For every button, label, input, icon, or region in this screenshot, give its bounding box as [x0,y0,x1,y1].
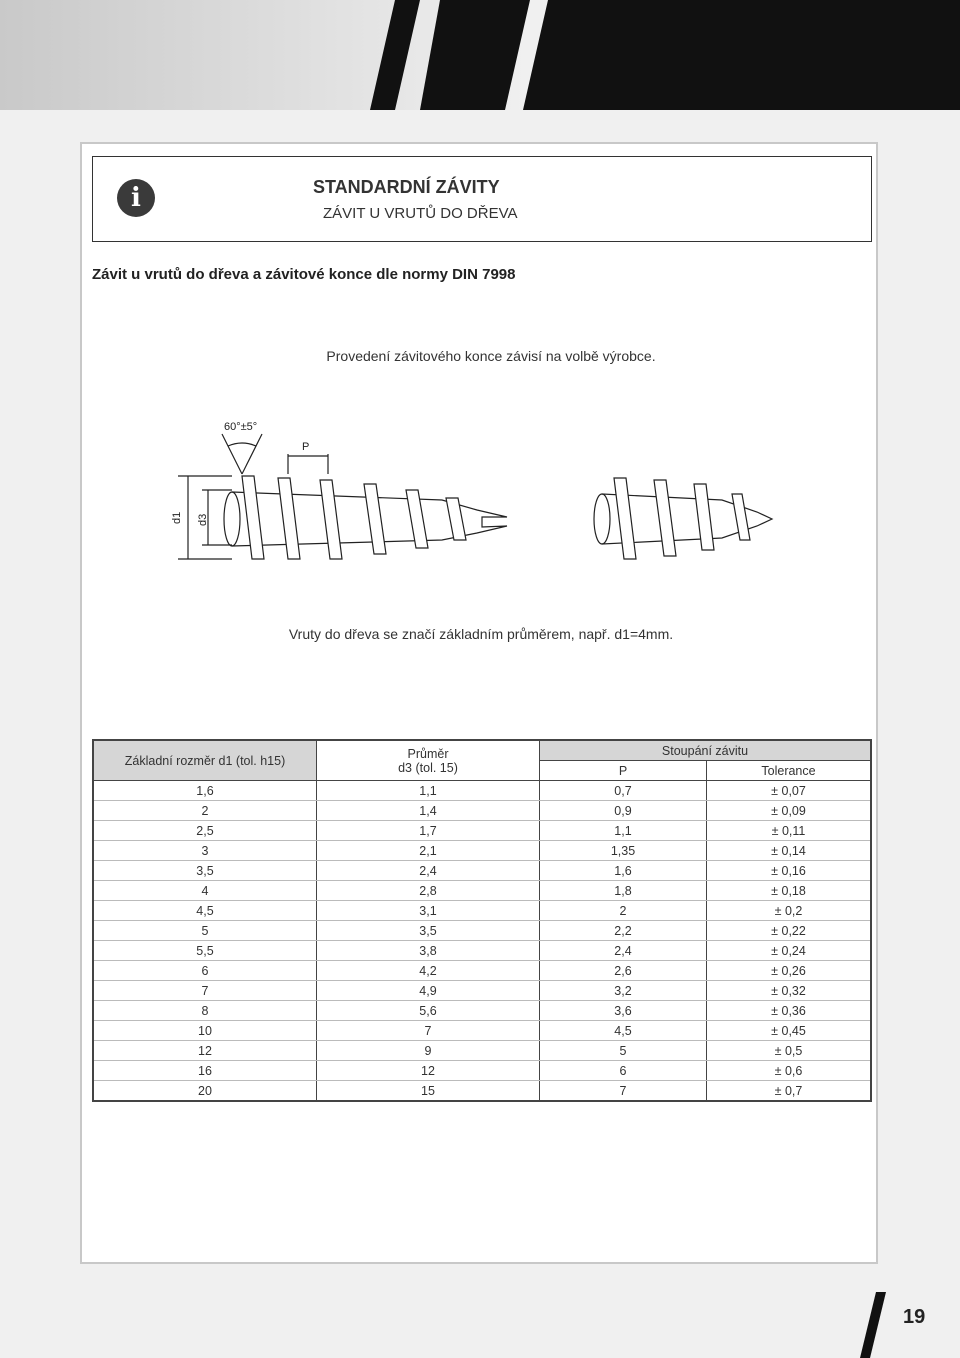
cell-pitch: 0,9 [540,801,707,821]
cell-tolerance: ± 0,16 [707,861,872,881]
table-row [93,821,871,841]
cell-pitch: 1,1 [540,821,707,841]
cell-diameter: 2,8 [317,881,540,901]
cell-tolerance: ± 0,18 [707,881,872,901]
left-screw-end [224,492,240,546]
page-bar-graphic [858,1292,898,1358]
header-thread-pitch: Stoupání závitu [540,740,872,761]
cell-diameter: 7 [317,1021,540,1041]
table-row [93,861,871,881]
content-sheet [80,142,878,1264]
cell-pitch: 1,6 [540,861,707,881]
right-screw-end [594,494,610,544]
note-thread-end: Provedení závitového konce závisí na volbě výrobce. [326,348,656,364]
cell-tolerance: ± 0,6 [707,1061,872,1081]
cell-basic-size: 8 [93,1001,317,1021]
cell-basic-size: 10 [93,1021,317,1041]
table-row [93,901,871,921]
cell-diameter: 4,2 [317,961,540,981]
table-row [93,1001,871,1021]
cell-tolerance: ± 0,22 [707,921,872,941]
header-diameter-line1: Průměr [407,746,449,761]
header-diameter [317,740,540,781]
cell-pitch: 3,2 [540,981,707,1001]
cell-basic-size: 5,5 [93,941,317,961]
table-row [93,1061,871,1081]
cell-basic-size: 3 [93,841,317,861]
cell-tolerance: ± 0,14 [707,841,872,861]
cell-diameter: 2,4 [317,861,540,881]
table-row [93,1021,871,1041]
cell-diameter: 12 [317,1061,540,1081]
cell-basic-size: 6 [93,961,317,981]
table-row [93,921,871,941]
cell-basic-size: 2,5 [93,821,317,841]
cell-diameter: 2,1 [317,841,540,861]
cell-pitch: 3,6 [540,1001,707,1021]
cell-basic-size: 20 [93,1081,317,1102]
header-basic-size: Základní rozměr d1 (tol. h15) [93,740,317,781]
page-subtitle: ZÁVIT U VRUTŮ DO DŘEVA [323,205,518,222]
cell-diameter: 4,9 [317,981,540,1001]
d1-label: d1 [171,511,183,524]
thread-spec-body [93,781,871,1102]
cell-tolerance: ± 0,26 [707,961,872,981]
cell-diameter: 1,1 [317,781,540,801]
cell-pitch: 2,4 [540,941,707,961]
cell-basic-size: 3,5 [93,861,317,881]
cell-basic-size: 5 [93,921,317,941]
table-row [93,961,871,981]
cell-diameter: 1,7 [317,821,540,841]
cell-diameter: 3,5 [317,921,540,941]
table-row [93,941,871,961]
table-row [93,841,871,861]
table-row [93,781,871,801]
page-number: 19 [903,1306,926,1328]
angle-line-right [242,434,262,474]
note-designation: Vruty do dřeva se značí základním průměrem, např. d1=4mm. [288,626,674,642]
cell-basic-size: 16 [93,1061,317,1081]
cell-tolerance: ± 0,5 [707,1041,872,1061]
cell-diameter: 15 [317,1081,540,1102]
cell-tolerance: ± 0,32 [707,981,872,1001]
pitch-label: P [302,441,310,453]
table-row [93,881,871,901]
header-diameter-line2: d3 (tol. 15) [398,760,458,775]
cell-tolerance: ± 0,07 [707,781,872,801]
cell-basic-size: 4,5 [93,901,317,921]
table-row [93,1081,871,1102]
title-box [92,156,872,242]
table-row [93,801,871,821]
thread-spec-table [92,739,872,1102]
table-row [93,981,871,1001]
cell-basic-size: 2 [93,801,317,821]
cell-pitch: 0,7 [540,781,707,801]
cell-pitch: 1,35 [540,841,707,861]
cell-tolerance: ± 0,45 [707,1021,872,1041]
cell-diameter: 5,6 [317,1001,540,1021]
cell-tolerance: ± 0,24 [707,941,872,961]
angle-arc [228,443,256,446]
angle-label: 60°±5° [224,421,258,433]
cell-diameter: 3,8 [317,941,540,961]
cell-pitch: 4,5 [540,1021,707,1041]
cell-basic-size: 7 [93,981,317,1001]
d3-label: d3 [197,513,209,526]
cell-basic-size: 4 [93,881,317,901]
cell-pitch: 7 [540,1081,707,1102]
table-row [93,1041,871,1061]
page-title: STANDARDNÍ ZÁVITY [313,177,500,197]
cell-pitch: 6 [540,1061,707,1081]
cell-diameter: 3,1 [317,901,540,921]
stripe-graphic [0,0,960,110]
header-tolerance: Tolerance [707,761,872,781]
cell-pitch: 2,2 [540,921,707,941]
cell-pitch: 2 [540,901,707,921]
cell-tolerance: ± 0,09 [707,801,872,821]
header-p: P [540,761,707,781]
cell-pitch: 5 [540,1041,707,1061]
cell-basic-size: 1,6 [93,781,317,801]
cell-tolerance: ± 0,11 [707,821,872,841]
angle-line-left [222,434,242,474]
cell-diameter: 9 [317,1041,540,1061]
screw-thread-drawing [82,414,880,574]
cell-tolerance: ± 0,7 [707,1081,872,1102]
cell-tolerance: ± 0,2 [707,901,872,921]
cell-pitch: 1,8 [540,881,707,901]
info-icon: i [117,179,155,217]
cell-basic-size: 12 [93,1041,317,1061]
top-decorative-band [0,0,960,110]
cell-tolerance: ± 0,36 [707,1001,872,1021]
cell-diameter: 1,4 [317,801,540,821]
cell-pitch: 2,6 [540,961,707,981]
section-heading: Závit u vrutů do dřeva a závitové konce dle normy DIN 7998 [92,266,516,283]
